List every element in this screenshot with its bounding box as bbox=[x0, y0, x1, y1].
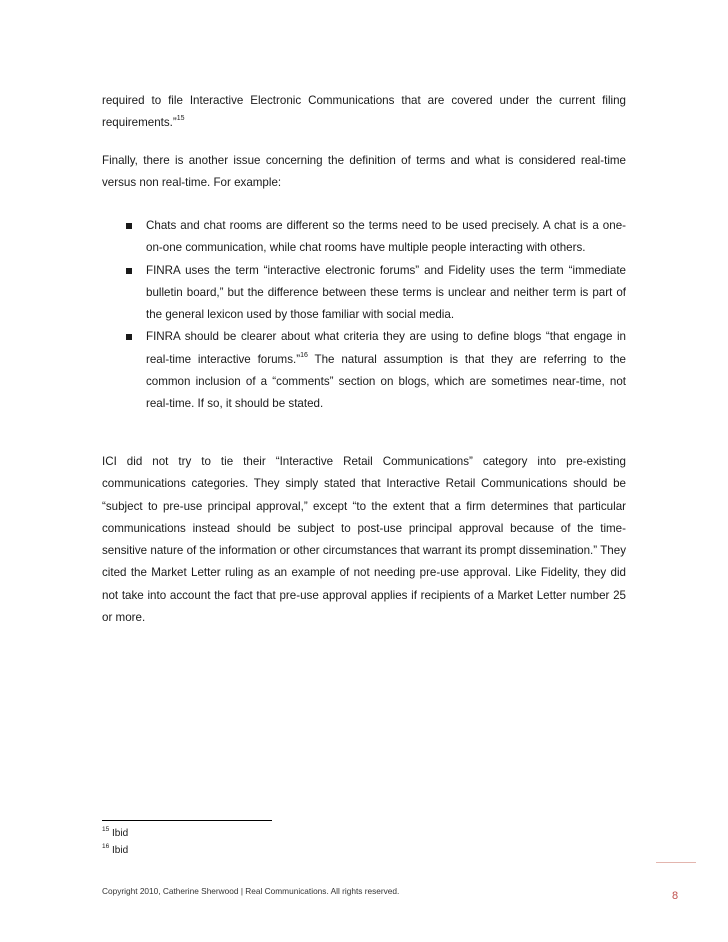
bullet-text-after: The natural assumption is that they are referring to the common inclusion of a “comments” section on blogs, which are sometimes near-time, not real-time. If so, it should be stated. bbox=[146, 352, 626, 411]
square-bullet-icon bbox=[126, 334, 132, 340]
footnote-16 bbox=[102, 845, 128, 857]
footnote-ref-16[interactable]: 16 bbox=[300, 351, 308, 359]
footnote-separator bbox=[102, 820, 272, 821]
bullet-list bbox=[102, 215, 626, 416]
footnote-text: Ibid bbox=[112, 828, 129, 839]
paragraph-filing-requirements bbox=[102, 90, 626, 135]
bullet-item-finra-terms bbox=[102, 260, 626, 327]
bullet-text-before: FINRA should be clearer about what criteria they are using to define blogs “that engage in real-time interactive forums.” bbox=[146, 330, 626, 366]
bullet-text: Chats and chat rooms are different so the terms need to be used precisely. A chat is a one-on-one communication, while chat rooms have multiple people interacting with others. bbox=[146, 219, 626, 255]
page-number-rule bbox=[656, 862, 696, 863]
paragraph-text: required to file Interactive Electronic Communications that are covered under the current filing requirements.” bbox=[102, 94, 626, 130]
footnote-ref-15[interactable]: 15 bbox=[176, 115, 185, 123]
bullet-item-chats bbox=[102, 215, 626, 260]
square-bullet-icon bbox=[126, 223, 132, 229]
copyright-footer: Copyright 2010, Catherine Sherwood | Real Communications. All rights reserved. bbox=[102, 886, 400, 896]
bullet-text: FINRA uses the term “interactive electronic forums” and Fidelity uses the term “immediate bulletin board,” but the difference between these terms is unclear and neither term is part of the general lexicon used by those familiar with social media. bbox=[146, 263, 626, 322]
footnote-15 bbox=[102, 828, 128, 840]
bullet-item-blogs bbox=[102, 326, 626, 415]
footnote-text: Ibid bbox=[112, 845, 129, 856]
paragraph-ici: ICI did not try to tie their “Interactive Retail Communications” category into pre-existing communications categories. They simply stated that Interactive Retail Communications should be “subject to pre-use principal approval,” except “to the extent that a firm determines that particular communications instead should be subject to post-use principal approval because of the time-sensitive nature of the information or other circumstances that warrant its prompt dissemination.” They cited the Market Letter ruling as an example of not needing pre-use approval. Like Fidelity, they did not take into account the fact that pre-use approval applies if recipients of a Market Letter number 25 or more. bbox=[102, 455, 626, 625]
page-number: 8 bbox=[672, 890, 679, 902]
footnote-number: 15 bbox=[102, 826, 110, 833]
square-bullet-icon bbox=[126, 268, 132, 274]
paragraph-definition-of-terms: Finally, there is another issue concerning the definition of terms and what is considered real-time versus non real-time. For example: bbox=[102, 154, 626, 190]
footnote-number: 16 bbox=[102, 843, 110, 850]
